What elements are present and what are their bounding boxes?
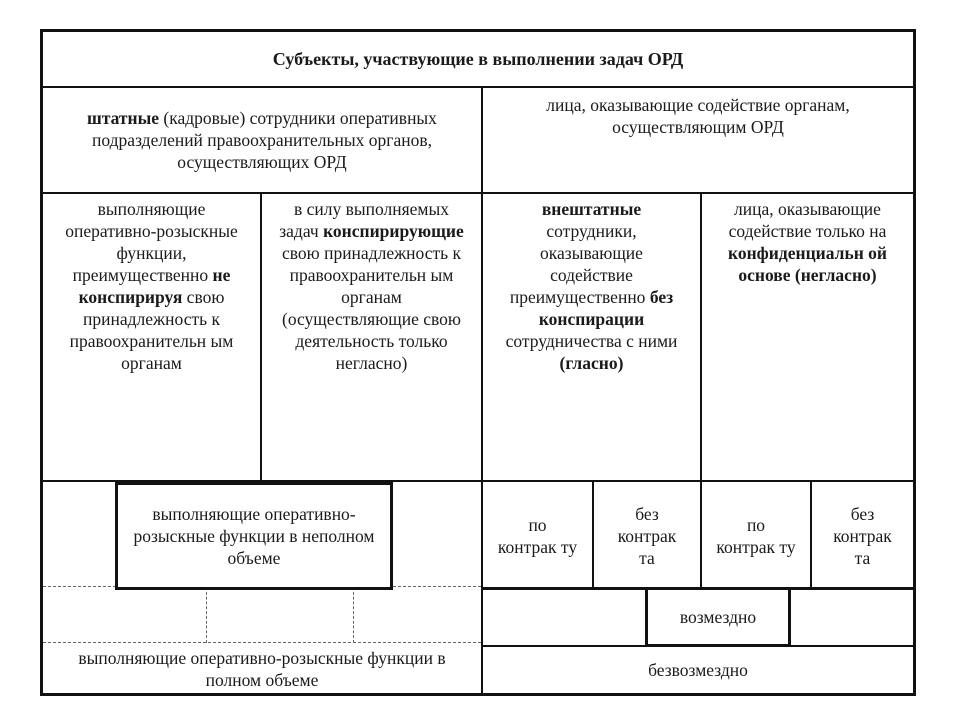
col3-a: сотрудники, оказывающие содействие преимущественно xyxy=(509,221,646,307)
contract-cell-3: по контрак ту xyxy=(716,515,796,557)
staff-rest: (кадровые) сотрудники оперативных подразделений правоохранительных органов, осуществляющих ОРД xyxy=(92,108,437,172)
col3-bold2: без конспирации xyxy=(538,287,674,329)
col4-a: лица, оказывающие содействие только на xyxy=(728,199,887,241)
paid-box: возмездно xyxy=(645,587,791,647)
col2-text xyxy=(274,198,469,374)
col2-cell xyxy=(262,198,481,480)
contract-cell-4: без контрак та xyxy=(833,504,892,568)
partial-functions-box: выполняющие оперативно-розыскные функции в неполном объеме xyxy=(115,482,393,590)
col1-bold: не конспирируя xyxy=(78,265,231,307)
line-under-headers xyxy=(43,192,913,194)
col1-b: свою принадлежность к правоохранительн ым органам xyxy=(69,287,234,373)
col2-bold: конспирирующие xyxy=(323,221,464,241)
col3-bold1: внештатные xyxy=(541,199,642,219)
contract-cell-1: по контрак ту xyxy=(497,515,578,557)
staff-text xyxy=(87,107,437,173)
table-title: Субъекты, участвующие в выполнении задач ОРД xyxy=(272,49,684,69)
col3-cell xyxy=(483,198,700,480)
col4-bold: конфиденциальн ой основе (негласно) xyxy=(727,243,887,285)
staff-bold: штатные xyxy=(87,108,160,128)
assisting-text: лица, оказывающие содействие органам, осуществляющим ОРД xyxy=(546,95,850,137)
col1-text xyxy=(55,198,248,374)
col2-b: свою принадлежность к правоохранительн ым органам (осуществляющие свою деятельность только негласно) xyxy=(281,243,462,373)
col4-cell xyxy=(702,198,913,480)
dashed-vline-1 xyxy=(206,587,207,643)
full-functions-cell: выполняющие оперативно-розыскные функции в полном объеме xyxy=(78,647,446,690)
dashed-vline-2 xyxy=(353,587,354,643)
col2-a: в силу выполняемых задач xyxy=(279,199,450,241)
contract-cell-2: без контрак та xyxy=(617,504,677,568)
dashed-line-2 xyxy=(43,642,481,643)
col1-a: выполняющие оперативно-розыскные функции, преимущественно xyxy=(65,199,238,285)
col3-text xyxy=(497,198,686,374)
assisting-header xyxy=(483,94,913,192)
col3-bold3: (гласно) xyxy=(559,353,624,373)
col4-text xyxy=(718,198,897,286)
col3-b: сотрудничества с ними xyxy=(505,331,678,351)
col1-cell xyxy=(43,198,260,480)
ord-table xyxy=(40,29,916,696)
unpaid-cell: безвозмездно xyxy=(648,660,748,680)
staff-header xyxy=(83,88,441,192)
